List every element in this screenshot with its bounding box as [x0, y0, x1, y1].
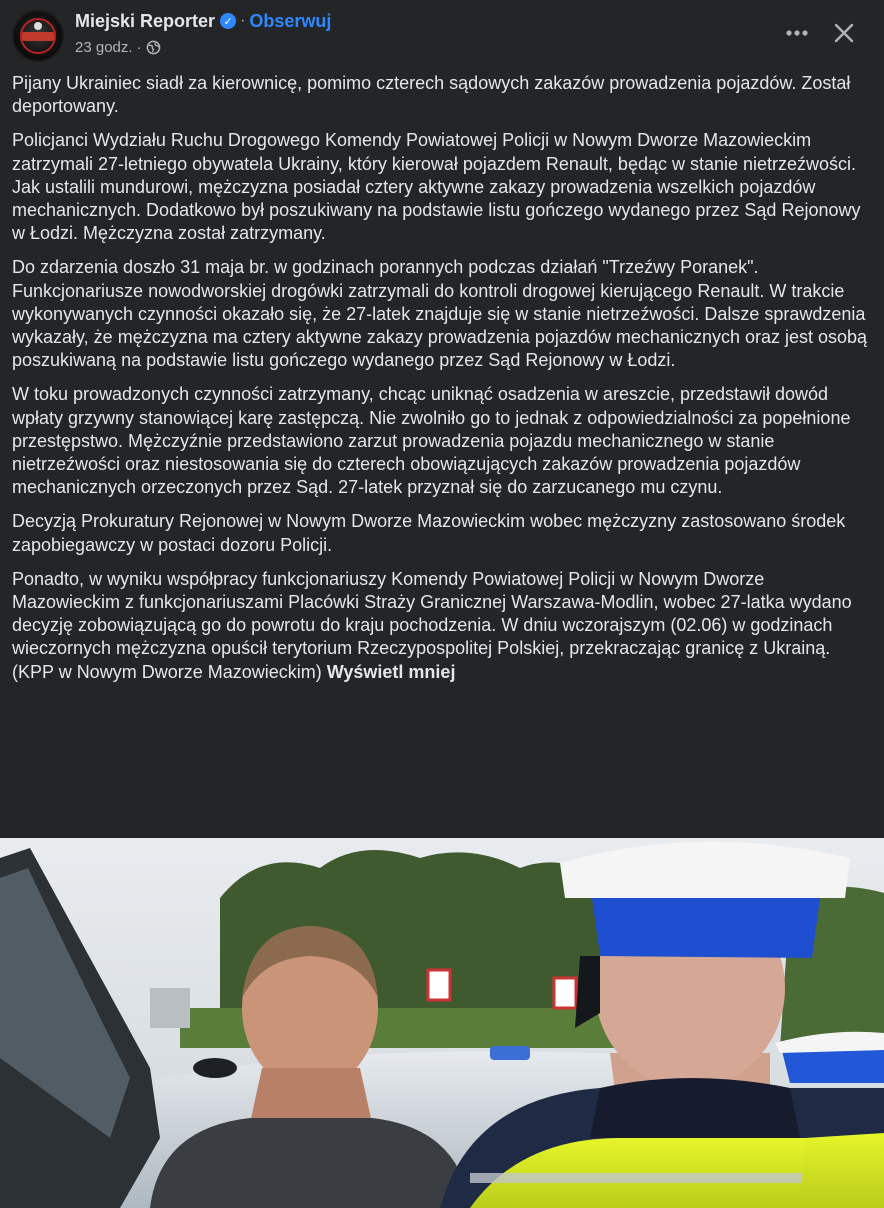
post-source: (KPP w Nowym Dworze Mazowieckim): [12, 661, 322, 682]
verified-badge-icon: ✓: [220, 13, 236, 29]
meta-separator: ·: [136, 38, 142, 56]
name-separator: ·: [240, 12, 246, 29]
post-paragraph-last: [12, 568, 874, 684]
avatar-band: [22, 32, 54, 41]
photo-building: [150, 988, 190, 1028]
close-icon: [834, 23, 854, 43]
post-paragraph: Pijany Ukrainiec siadł za kierownicę, pomimo czterech sądowych zakazów prowadzenia pojazdów. Został deportowany.: [12, 73, 851, 117]
avatar-dot: [34, 22, 42, 30]
name-row: [75, 10, 331, 32]
photo-sign: [428, 970, 450, 1000]
photo-antenna: [193, 1058, 237, 1078]
post-paragraph: Do zdarzenia doszło 31 maja br. w godzinach porannych podczas działań "Trzeźwy Poranek". Funkcjonariusze nowodworskiej drogówki zatrzymali do kontroli drogowej kierującego Renault. W trakcie wykonywanych czynności okazało się, że 27-latek znajduje się w stanie nietrzeźwości. Dalsze sprawdzenia wykazały, że mężczyzna ma cztery aktywne zakazy prowadzenia pojazdów mechanicznych oraz jest osobą poszukiwaną na podstawie listu gończego wydanego przez Sąd Rejonowy w Łodzi.: [12, 257, 868, 371]
see-less-link[interactable]: Wyświetl mniej: [326, 661, 456, 682]
photo-officer2-vest: [800, 1133, 884, 1208]
follow-button[interactable]: Obserwuj: [249, 10, 332, 31]
post-meta: [75, 37, 161, 57]
post-paragraph: Ponadto, w wyniku współpracy funkcjonariuszy Komendy Powiatowej Policji w Nowym Dworze Mazowieckim z funkcjonariuszami Placówki Straży Granicznej Warszawa-Modlin, wobec 27-latka wydano decyzję zobowiązującą go do powrotu do kraju pochodzenia. W dniu wczorajszym (02.06) w godzinach wieczornych mężczyzna opuścił terytorium Rzeczypospolitej Polskiej, przekraczając granicę z Ukrainą.: [12, 568, 852, 659]
post-paragraph: Decyzją Prokuratury Rejonowej w Nowym Dworze Mazowieckim wobec mężczyzny zastosowano środek zapobiegawczy w postaci dozoru Policji.: [12, 511, 846, 555]
post-photo[interactable]: [0, 838, 884, 1208]
post-text: [12, 72, 874, 684]
globe-icon[interactable]: [146, 40, 161, 55]
post-header: [0, 0, 884, 66]
page-avatar[interactable]: [12, 10, 64, 62]
post-paragraph: W toku prowadzonych czynności zatrzymany, chcąc uniknąć osadzenia w areszcie, przedstawił dowód wpłaty grzywny stanowiącej karę zastępczą. Nie zwolniło go to jednak z odpowiedzialności za popełnione przestępstwo. Mężczyźnie przedstawiono zarzut prowadzenia pojazdu mechanicznego w stanie nietrzeźwości oraz niestosowania się do czterech obowiązujących zakazów prowadzenia pojazdów mechanicznych orzeczonych przez Sąd. 27-latek przyznał się do zarzucanego mu czynu.: [12, 384, 851, 498]
photo-man-neck: [250, 1068, 372, 1123]
post-timestamp[interactable]: 23 godz.: [75, 38, 133, 56]
photo-beacon: [490, 1046, 530, 1060]
page-name[interactable]: Miejski Reporter: [75, 10, 216, 31]
photo-cap-band: [592, 898, 820, 958]
more-dots-icon: [785, 29, 809, 37]
photo-officer-collar: [590, 1078, 800, 1138]
more-options-button[interactable]: [777, 16, 817, 50]
post-paragraph: Policjanci Wydziału Ruchu Drogowego Komendy Powiatowej Policji w Nowym Dworze Mazowieckim zatrzymali 27-letniego obywatela Ukrainy, który kierował pojazdem Renault, będąc w stanie nietrzeźwości. Jak ustalili mundurowi, mężczyzna posiadał cztery aktywne zakazy prowadzenia wszelkich pojazdów mechanicznych. Dodatkowo był poszukiwany na podstawie listu gończego wydanego przez Sąd Rejonowy w Łodzi. Mężczyzna został zatrzymany.: [12, 130, 861, 244]
close-button[interactable]: [825, 15, 863, 51]
photo-sign: [554, 978, 576, 1008]
